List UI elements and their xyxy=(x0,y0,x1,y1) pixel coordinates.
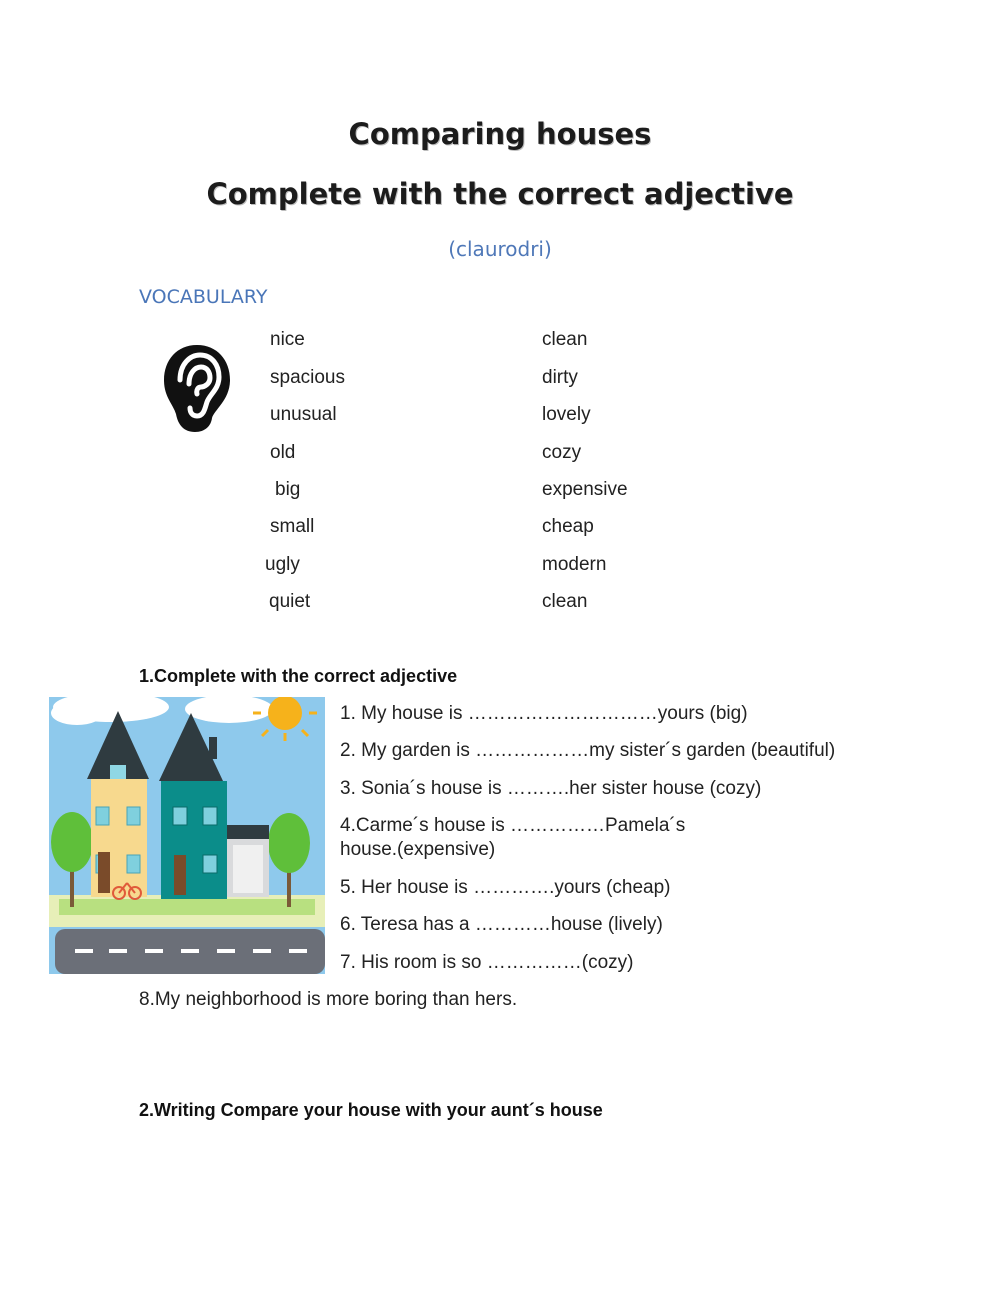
vocabulary-heading: VOCABULARY xyxy=(139,286,268,308)
exercise2-heading: 2.Writing Compare your house with your aunt´s house xyxy=(139,1100,603,1120)
exercise-sentence: 8.My neighborhood is more boring than hers. xyxy=(139,989,518,1010)
vocab-word: old xyxy=(270,442,296,463)
vocab-word: nice xyxy=(270,329,305,350)
page-subtitle: Complete with the correct adjective xyxy=(206,177,794,211)
exercise-sentence: 3. Sonia´s house is ……….her sister house (cozy) xyxy=(340,778,762,799)
vocab-word: ugly xyxy=(265,554,300,575)
vocab-word: unusual xyxy=(270,404,337,425)
vocab-word: cozy xyxy=(542,442,582,463)
vocab-word: spacious xyxy=(270,367,345,388)
vocab-word: cheap xyxy=(542,516,594,537)
vocab-word: dirty xyxy=(542,367,578,388)
vocab-word: big xyxy=(275,479,301,500)
exercise1-heading: 1.Complete with the correct adjective xyxy=(139,666,458,686)
exercise-sentence: 2. My garden is ………………my sister´s garden (beautiful) xyxy=(340,740,836,761)
vocab-word: clean xyxy=(542,591,588,612)
ear-icon xyxy=(160,342,234,434)
vocab-word: modern xyxy=(542,554,607,575)
vocab-word: quiet xyxy=(269,591,311,612)
vocab-word: lovely xyxy=(542,404,591,425)
vocab-word: expensive xyxy=(542,479,628,500)
vocab-word: small xyxy=(270,516,315,537)
exercise-sentence: 7. His room is so ……………(cozy) xyxy=(340,952,634,973)
author-credit: (claurodri) xyxy=(448,237,552,261)
page-title: Comparing houses xyxy=(348,117,652,151)
exercise-sentence: 6. Teresa has a …………house (lively) xyxy=(340,914,663,935)
exercise-sentence: 5. Her house is ………….yours (cheap) xyxy=(340,877,671,898)
houses-illustration xyxy=(49,697,325,974)
exercise-sentence: 4.Carme´s house is ……………Pamela´s house.(expensive) xyxy=(340,815,686,860)
vocab-word: clean xyxy=(542,329,588,350)
exercise-sentence: 1. My house is …………………………yours (big) xyxy=(340,703,748,724)
